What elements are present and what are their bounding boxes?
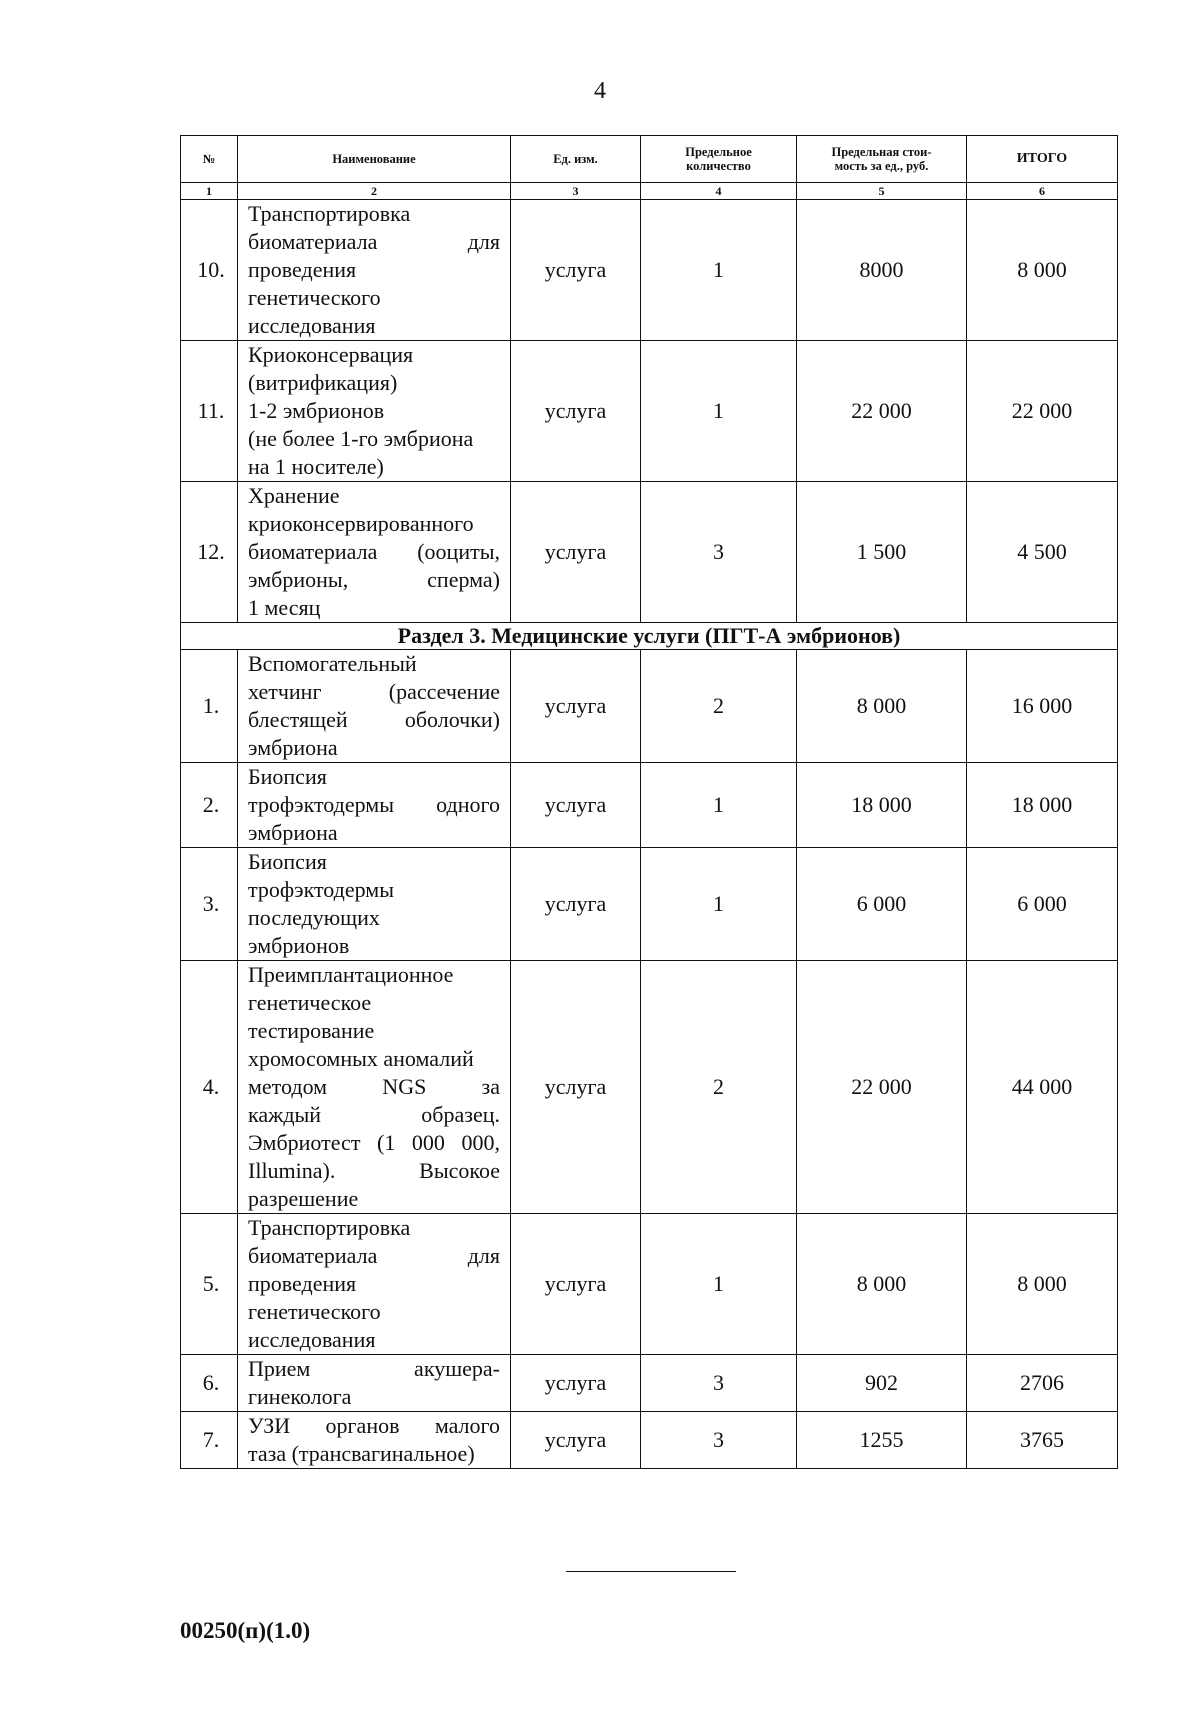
row-name-line: трофэктодермы	[248, 877, 394, 902]
row-name-line: Вспомогательный	[248, 651, 417, 676]
row-name-line: (не более 1-го эмбриона	[248, 426, 474, 451]
column-index: 2	[238, 183, 511, 200]
row-total: 8 000	[967, 200, 1118, 341]
table-row	[181, 763, 1118, 848]
row-name-line: УЗИ органов малого	[248, 1413, 500, 1438]
row-unit: услуга	[511, 961, 641, 1214]
row-unit: услуга	[511, 848, 641, 961]
row-name-line: блестящей оболочки)	[248, 707, 500, 732]
row-name	[238, 961, 511, 1214]
row-number: 12.	[181, 482, 238, 623]
header-max-unit-price-line1: Предельная стои-	[831, 145, 932, 159]
row-name-line: Преимплантационное	[248, 962, 454, 987]
row-unit: услуга	[511, 1355, 641, 1412]
row-name	[238, 848, 511, 961]
row-total: 8 000	[967, 1214, 1118, 1355]
header-max-quantity-line2: количество	[686, 159, 751, 173]
row-quantity: 3	[641, 482, 797, 623]
row-name	[238, 650, 511, 763]
row-name-line: 1-2 эмбрионов	[248, 398, 385, 423]
row-name	[238, 763, 511, 848]
row-unit-price: 902	[797, 1355, 967, 1412]
table-row	[181, 650, 1118, 763]
table-row	[181, 1355, 1118, 1412]
table-row	[181, 1412, 1118, 1469]
row-number: 6.	[181, 1355, 238, 1412]
row-name-line: эмбрионов	[248, 933, 350, 958]
row-name-line: методом NGS за	[248, 1074, 500, 1099]
row-quantity: 2	[641, 650, 797, 763]
row-unit-price: 22 000	[797, 341, 967, 482]
row-name-line: проведения	[248, 1271, 357, 1296]
table-body	[181, 200, 1118, 1469]
row-quantity: 3	[641, 1412, 797, 1469]
row-name-line: биоматериала для	[248, 1243, 500, 1268]
header-unit: Ед. изм.	[511, 136, 641, 183]
row-name-line: Прием акушера-	[248, 1356, 500, 1381]
row-unit-price: 8 000	[797, 1214, 967, 1355]
row-name-line: Транспортировка	[248, 1215, 411, 1240]
row-name-line: эмбрионы, сперма)	[248, 567, 500, 592]
row-total: 22 000	[967, 341, 1118, 482]
row-name-line: (витрификация)	[248, 370, 398, 395]
row-name-line: трофэктодермы одного	[248, 792, 500, 817]
row-name-line: биоматериала для	[248, 229, 500, 254]
row-name-line: эмбриона	[248, 735, 338, 760]
row-name-line: гинеколога	[248, 1384, 352, 1409]
row-name	[238, 200, 511, 341]
row-number: 10.	[181, 200, 238, 341]
header-max-unit-price	[797, 136, 967, 183]
row-number: 11.	[181, 341, 238, 482]
row-unit: услуга	[511, 341, 641, 482]
table-row	[181, 341, 1118, 482]
row-total: 4 500	[967, 482, 1118, 623]
row-total: 6 000	[967, 848, 1118, 961]
row-quantity: 1	[641, 200, 797, 341]
row-number: 1.	[181, 650, 238, 763]
row-name-line: каждый образец.	[248, 1102, 500, 1127]
row-unit: услуга	[511, 650, 641, 763]
row-name-line: генетического	[248, 285, 381, 310]
footer-divider	[566, 1571, 736, 1572]
row-unit-price: 8000	[797, 200, 967, 341]
row-name-line: эмбриона	[248, 820, 338, 845]
column-index: 3	[511, 183, 641, 200]
row-name-line: исследования	[248, 1327, 376, 1352]
row-unit-price: 1255	[797, 1412, 967, 1469]
column-index: 4	[641, 183, 797, 200]
row-name-line: генетическое	[248, 990, 372, 1015]
row-name-line: Эмбриотест (1 000 000,	[248, 1130, 500, 1155]
row-quantity: 1	[641, 341, 797, 482]
row-name-line: криоконсервированного	[248, 511, 474, 536]
table-row	[181, 482, 1118, 623]
row-name-line: хромосомных аномалий	[248, 1046, 474, 1071]
table-row	[181, 1214, 1118, 1355]
row-name-line: Биопсия	[248, 849, 327, 874]
row-name-line: исследования	[248, 313, 376, 338]
row-unit: услуга	[511, 482, 641, 623]
table-row	[181, 200, 1118, 341]
row-unit-price: 18 000	[797, 763, 967, 848]
row-name-line: Транспортировка	[248, 201, 411, 226]
row-name	[238, 482, 511, 623]
row-name	[238, 1214, 511, 1355]
table-row	[181, 848, 1118, 961]
row-quantity: 1	[641, 848, 797, 961]
table-header-row	[181, 136, 1118, 183]
row-name-line: Хранение	[248, 483, 340, 508]
column-index: 1	[181, 183, 238, 200]
row-unit: услуга	[511, 763, 641, 848]
column-index-row	[181, 183, 1118, 200]
row-unit-price: 8 000	[797, 650, 967, 763]
row-name-line: 1 месяц	[248, 595, 321, 620]
row-number: 4.	[181, 961, 238, 1214]
row-quantity: 2	[641, 961, 797, 1214]
row-name-line: биоматериала (ооциты,	[248, 539, 500, 564]
row-name	[238, 1355, 511, 1412]
row-number: 2.	[181, 763, 238, 848]
header-max-unit-price-line2: мость за ед., руб.	[834, 159, 929, 173]
row-name	[238, 1412, 511, 1469]
row-name-line: на 1 носителе)	[248, 454, 384, 479]
row-total: 3765	[967, 1412, 1118, 1469]
row-name-line: Illumina). Высокое	[248, 1158, 500, 1183]
row-name	[238, 341, 511, 482]
row-quantity: 1	[641, 1214, 797, 1355]
header-max-quantity-line1: Предельное	[685, 145, 752, 159]
row-unit: услуга	[511, 200, 641, 341]
header-max-quantity	[641, 136, 797, 183]
row-total: 18 000	[967, 763, 1118, 848]
column-index: 6	[967, 183, 1118, 200]
services-table	[180, 135, 1118, 1469]
row-name-line: последующих	[248, 905, 380, 930]
section-row	[181, 623, 1118, 650]
column-index: 5	[797, 183, 967, 200]
row-name-line: разрешение	[248, 1186, 359, 1211]
row-unit-price: 6 000	[797, 848, 967, 961]
row-quantity: 3	[641, 1355, 797, 1412]
row-name-line: тестирование	[248, 1018, 375, 1043]
document-code: 00250(п)(1.0)	[180, 1618, 311, 1643]
header-total: ИТОГО	[967, 136, 1118, 183]
header-number: №	[181, 136, 238, 183]
row-number: 5.	[181, 1214, 238, 1355]
row-total: 16 000	[967, 650, 1118, 763]
row-name-line: проведения	[248, 257, 357, 282]
row-name-line: таза (трансвагинальное)	[248, 1441, 475, 1466]
row-unit: услуга	[511, 1214, 641, 1355]
row-number: 3.	[181, 848, 238, 961]
header-name: Наименование	[238, 136, 511, 183]
row-unit-price: 22 000	[797, 961, 967, 1214]
table-row	[181, 961, 1118, 1214]
row-unit: услуга	[511, 1412, 641, 1469]
row-unit-price: 1 500	[797, 482, 967, 623]
row-name-line: хетчинг (рассечение	[248, 679, 500, 704]
row-number: 7.	[181, 1412, 238, 1469]
page-number: 4	[594, 78, 606, 104]
section-title: Раздел 3. Медицинские услуги (ПГТ-А эмбрионов)	[181, 623, 1118, 650]
row-total: 44 000	[967, 961, 1118, 1214]
row-name-line: Биопсия	[248, 764, 327, 789]
row-total: 2706	[967, 1355, 1118, 1412]
row-name-line: Криоконсервация	[248, 342, 414, 367]
row-quantity: 1	[641, 763, 797, 848]
row-name-line: генетического	[248, 1299, 381, 1324]
